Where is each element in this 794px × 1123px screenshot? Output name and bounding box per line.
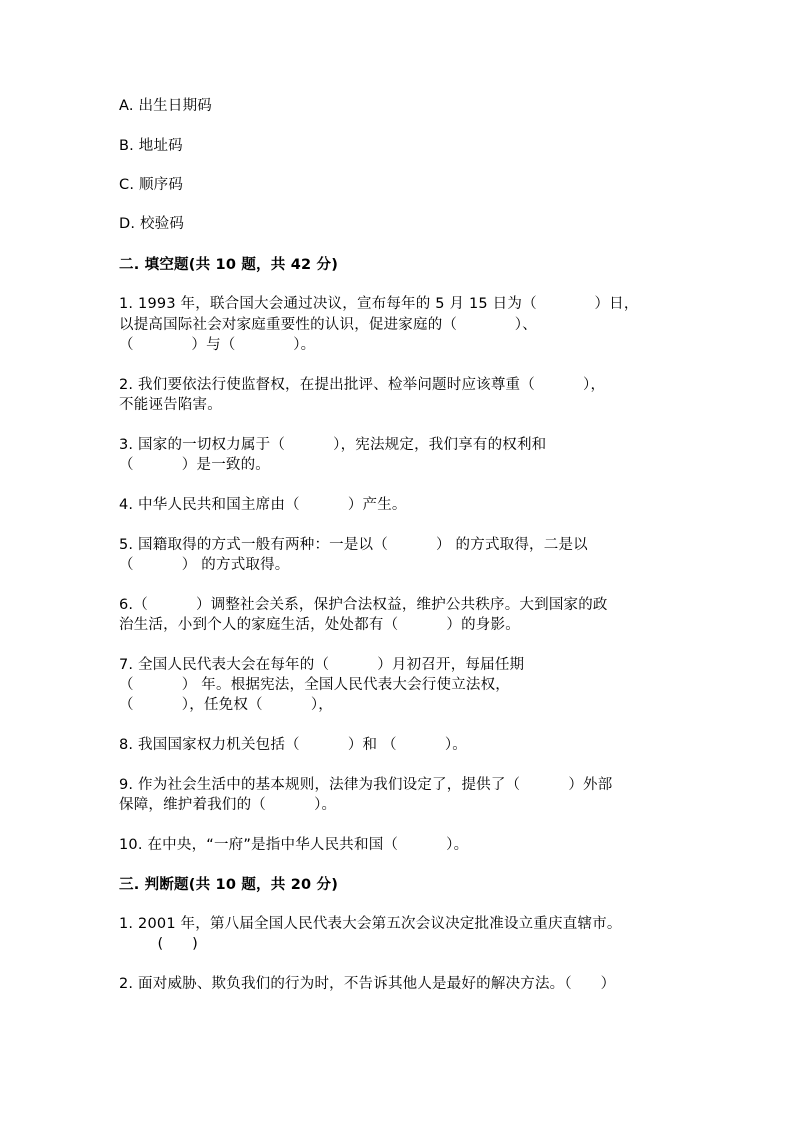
question-line: 8. 我国国家权力机关包括（ ）和 （ ）。 bbox=[119, 737, 467, 753]
option-d: D. 校验码 bbox=[119, 216, 185, 232]
question-line: 10. 在中央，“一府”是指中华人民共和国（ ）。 bbox=[119, 837, 469, 853]
question-line: （ ）是一致的。 bbox=[119, 457, 270, 473]
question-line: 9. 作为社会生活中的基本规则，法律为我们设定了，提供了（ ）外部 bbox=[119, 777, 613, 793]
question-line: 保障，维护着我们的（ ）。 bbox=[119, 797, 337, 813]
question-line: ( ) bbox=[119, 936, 199, 952]
question-line: （ ） 的方式取得。 bbox=[119, 557, 290, 573]
option-a: A. 出生日期码 bbox=[119, 98, 212, 114]
question-line: 4. 中华人民共和国主席由（ ）产生。 bbox=[119, 497, 407, 513]
question-line: 2. 面对威胁、欺负我们的行为时，不告诉其他人是最好的解决方法。（ ） bbox=[119, 976, 616, 992]
section-heading-true-false: 三. 判断题(共 10 题，共 20 分) bbox=[119, 877, 339, 893]
question-line: 5. 国籍取得的方式一般有两种：一是以（ ） 的方式取得，二是以 bbox=[119, 537, 588, 553]
question-line: 1. 2001 年，第八届全国人民代表大会第五次会议决定批准设立重庆直辖市。 bbox=[119, 916, 622, 932]
question-line: （ ） 年。根据宪法，全国人民代表大会行使立法权， bbox=[119, 677, 510, 693]
question-line: 治生活，小到个人的家庭生活，处处都有（ ）的身影。 bbox=[119, 617, 520, 633]
question-line: 2. 我们要依法行使监督权，在提出批评、检举问题时应该尊重（ ）， bbox=[119, 377, 606, 393]
question-line: （ ）与（ ）。 bbox=[119, 337, 316, 353]
question-line: 6.（ ）调整社会关系，保护合法权益，维护公共秩序。大到国家的政 bbox=[119, 597, 608, 613]
question-line: 不能诬告陷害。 bbox=[119, 397, 222, 413]
question-line: 1. 1993 年，联合国大会通过决议，宣布每年的 5 月 15 日为（ ）日， bbox=[119, 296, 639, 312]
option-b: B. 地址码 bbox=[119, 138, 183, 154]
section-heading-fill-in: 二. 填空题(共 10 题，共 42 分) bbox=[119, 257, 339, 273]
question-line: 7. 全国人民代表大会在每年的（ ）月初召开，每届任期 bbox=[119, 657, 525, 673]
question-line: （ ），任免权（ ）， bbox=[119, 697, 333, 713]
question-line: 以提高国际社会对家庭重要性的认识，促进家庭的（ ）、 bbox=[119, 317, 537, 333]
question-line: 3. 国家的一切权力属于（ ），宪法规定，我们享有的权利和 bbox=[119, 437, 547, 453]
option-c: C. 顺序码 bbox=[119, 177, 184, 193]
